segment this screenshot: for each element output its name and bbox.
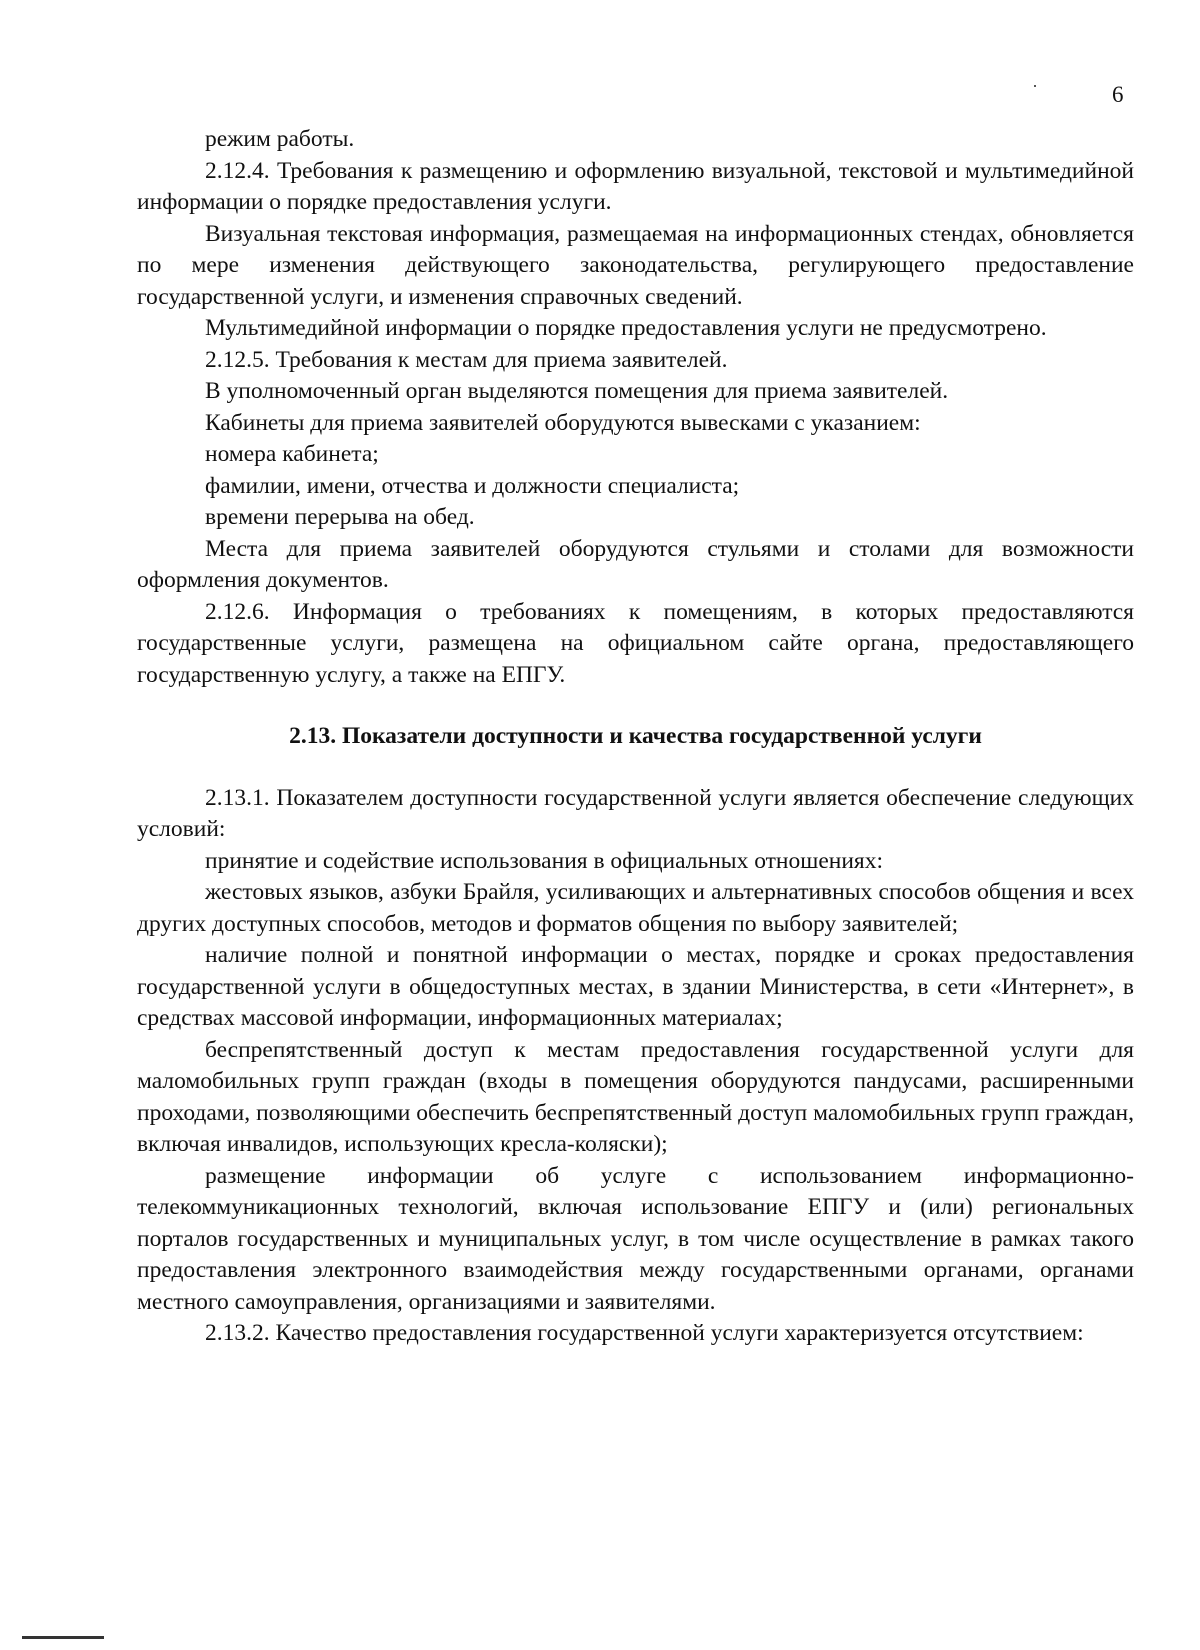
paragraph: 2.13.2. Качество предоставления государственной услуги характеризуется отсутствием:: [205, 1320, 1084, 1346]
paragraph: 2.12.4. Требования к размещению и оформлению визуальной, текстовой и мультимедийной информации о порядке предоставления услуги.: [137, 157, 1134, 215]
scan-edge-mark: [22, 1636, 104, 1639]
paragraph: принятие и содействие использования в официальных отношениях:: [205, 847, 884, 874]
paragraph: 2.13.1. Показателем доступности государственной услуги является обеспечение следующих условий:: [137, 784, 1134, 842]
page-number: 6: [1112, 82, 1124, 107]
list-item: беспрепятственный доступ к местам предоставления государственной услуги для маломобильных групп граждан (входы в помещения оборудуются пандусами, расширенными проходами, позволяющими обеспечить беспрепятственный доступ маломобильных групп граждан, включая инвалидов, использующих кресла-коляски);: [137, 1036, 1134, 1157]
paragraph: Мультимедийной информации о порядке предоставления услуги не предусмотрено.: [205, 315, 1047, 341]
paragraph: Визуальная текстовая информация, размещаемая на информационных стендах, обновляется по мере изменения действующего законодательства, регулирующего предоставление государственной услуги, и изменения справочных сведений.: [137, 220, 1134, 310]
paragraph: режим работы.: [205, 126, 355, 152]
section-heading: 2.13. Показатели доступности и качества государственной услуги: [289, 723, 982, 749]
list-item: жестовых языков, азбуки Брайля, усиливающих и альтернативных способов общения и всех других доступных способов, методов и форматов общения по выбору заявителей;: [137, 879, 1134, 937]
document-body: [137, 124, 1134, 1350]
paragraph: Кабинеты для приема заявителей оборудуются вывесками с указанием:: [205, 409, 921, 436]
paragraph: Места для приема заявителей оборудуются стульями и столами для возможности оформления документов.: [137, 535, 1134, 593]
list-item: фамилии, имени, отчества и должности специалиста;: [205, 472, 740, 499]
list-item: номера кабинета;: [205, 441, 379, 467]
paragraph: 2.12.6. Информация о требованиях к помещениям, в которых предоставляются государственные услуги, размещена на официальном сайте органа, предоставляющего государственную услугу, а также на ЕПГУ.: [137, 598, 1134, 688]
scan-artifact: [1034, 85, 1036, 87]
list-item: размещение информации об услуге с использованием информационно-телекоммуникационных технологий, включая использование ЕПГУ и (или) региональных порталов государственных и муниципальных услуг, в том числе осуществление в рамках такого предоставления электронного взаимодействия между государственными органами, органами местного самоуправления, организациями и заявителями.: [137, 1162, 1134, 1315]
list-item: наличие полной и понятной информации о местах, порядке и сроках предоставления государственной услуги в общедоступных местах, в здании Министерства, в сети «Интернет», в средствах массовой информации, информационных материалах;: [137, 942, 1134, 1031]
list-item: времени перерыва на обед.: [205, 504, 475, 530]
paragraph: В уполномоченный орган выделяются помещения для приема заявителей.: [205, 378, 949, 404]
paragraph: 2.12.5. Требования к местам для приема заявителей.: [205, 346, 728, 373]
